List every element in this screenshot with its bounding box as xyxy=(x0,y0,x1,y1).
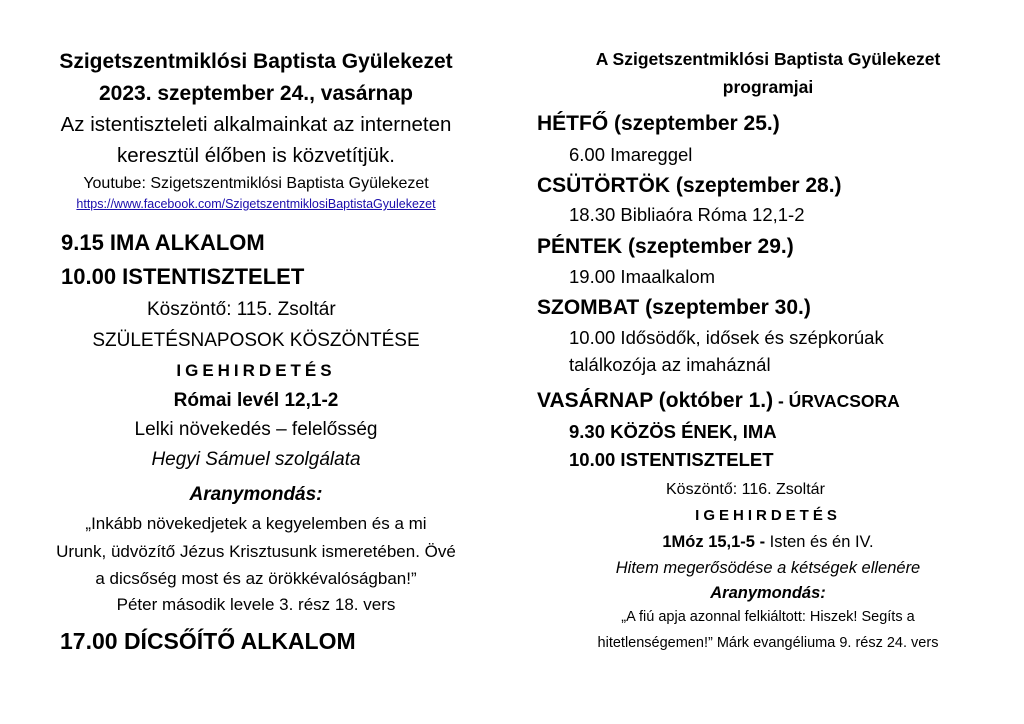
program-title-line1: A Szigetszentmiklósi Baptista Gyülekezet xyxy=(595,49,941,69)
sermon-topic: Lelki növekedés – felelősség xyxy=(134,419,378,440)
sunday-verse-line2: hitetlenségemen!” Márk evangéliuma 9. rész 24. vers xyxy=(597,635,939,651)
golden-verse-line3: a dicsőség most és az örökkévalóságban!” xyxy=(95,569,417,588)
day-sunday xyxy=(537,390,900,411)
evening-worship: 17.00 DÍCSŐÍTŐ ALKALOM xyxy=(60,628,356,654)
church-name: Szigetszentmiklósi Baptista Gyülekezet xyxy=(59,50,453,73)
stream-notice-line2: keresztül élőben is közvetítjük. xyxy=(116,144,396,167)
day-monday: HÉTFŐ (szeptember 25.) xyxy=(537,112,780,135)
day-saturday: SZOMBAT (szeptember 30.) xyxy=(537,296,811,319)
day-friday: PÉNTEK (szeptember 29.) xyxy=(537,235,794,258)
program-title-line2: programjai xyxy=(722,77,814,97)
friday-event: 19.00 Imaalkalom xyxy=(569,266,716,287)
saturday-event-line1: 10.00 Idősödők, idősek és szépkorúak xyxy=(569,327,884,348)
golden-verse-line2: Urunk, üdvözítő Jézus Krisztusunk ismeretében. Övé xyxy=(56,542,456,561)
communion-label: - ÚRVACSORA xyxy=(773,391,900,411)
sunday-greeting: Köszöntő: 116. Zsoltár xyxy=(666,481,825,498)
sunday-scripture-separator: - xyxy=(754,533,770,551)
preacher: Hegyi Sámuel szolgálata xyxy=(151,449,361,470)
sunday-date: VASÁRNAP (október 1.) xyxy=(537,389,774,412)
sunday-scripture-title: Isten és én IV. xyxy=(769,533,874,551)
thursday-event: 18.30 Bibliaóra Róma 12,1-2 xyxy=(569,204,805,225)
sunday-prayer: 9.30 KÖZÖS ÉNEK, IMA xyxy=(569,421,777,442)
monday-event: 6.00 Imareggel xyxy=(569,144,693,165)
service-time: 10.00 ISTENTISZTELET xyxy=(61,264,305,289)
golden-verse-reference: Péter második levele 3. rész 18. vers xyxy=(116,595,396,614)
sunday-scripture xyxy=(512,534,1024,551)
sunday-scripture-ref: 1Móz 15,1-5 xyxy=(662,533,755,551)
sunday-sermon-heading: IGEHIRDETÉS xyxy=(695,507,841,524)
sunday-golden-verse-heading: Aranymondás: xyxy=(710,584,826,602)
scripture: Római levél 12,1-2 xyxy=(173,390,339,411)
birthdays: SZÜLETÉSNAPOSOK KÖSZÖNTÉSE xyxy=(92,330,420,351)
golden-verse-heading: Aranymondás: xyxy=(189,484,323,505)
day-thursday: CSÜTÖRTÖK (szeptember 28.) xyxy=(537,174,842,197)
sunday-service: 10.00 ISTENTISZTELET xyxy=(569,449,774,470)
sermon-heading: IGEHIRDETÉS xyxy=(176,361,336,380)
prayer-time: 9.15 IMA ALKALOM xyxy=(61,230,265,255)
sunday-verse-line1: „A fiú apja azonnal felkiáltott: Hiszek! Segíts a xyxy=(621,609,915,625)
golden-verse-line1: „Inkább növekedjetek a kegyelemben és a mi xyxy=(85,514,427,533)
facebook-link[interactable]: https://www.facebook.com/SzigetszentmiklosiBaptistaGyulekezet xyxy=(76,197,436,211)
greeting-psalm: Köszöntő: 115. Zsoltár xyxy=(147,299,336,320)
sunday-topic: Hitem megerősödése a kétségek ellenére xyxy=(615,559,921,577)
youtube-channel: Youtube: Szigetszentmiklósi Baptista Gyülekezet xyxy=(83,175,429,192)
stream-notice-line1: Az istentiszteleti alkalmainkat az interneten xyxy=(60,113,452,136)
saturday-event-line2: találkozója az imaháznál xyxy=(569,354,771,375)
service-date: 2023. szeptember 24., vasárnap xyxy=(98,82,413,105)
